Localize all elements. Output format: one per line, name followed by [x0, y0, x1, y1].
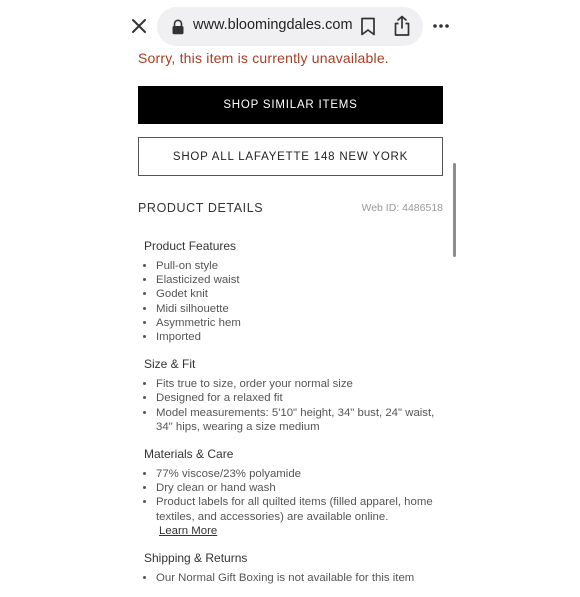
- lock-icon: [171, 19, 185, 35]
- section-title: Materials & Care: [144, 447, 234, 462]
- size-fit-list: [144, 377, 444, 434]
- unavailable-notice: Sorry, this item is currently unavailable.: [138, 50, 389, 66]
- bookmark-icon[interactable]: [360, 17, 376, 36]
- share-icon[interactable]: [393, 15, 411, 37]
- list-item: • 77% viscose/23% polyamide: [156, 467, 444, 481]
- scrollbar[interactable]: [453, 163, 456, 257]
- list-item: • Asymmetric hem: [156, 316, 444, 330]
- list-item: [156, 495, 444, 538]
- materials-list: [144, 467, 444, 538]
- list-item: • Fits true to size, order your normal size: [156, 377, 444, 391]
- list-item: • Pull-on style: [156, 259, 444, 273]
- shipping-list: [144, 571, 444, 585]
- web-id: [361, 202, 443, 214]
- section-title: Product Features: [144, 239, 237, 253]
- shop-similar-items-button[interactable]: SHOP SIMILAR ITEMS: [138, 86, 443, 124]
- more-options-icon[interactable]: [432, 18, 450, 34]
- list-item: • Dry clean or hand wash: [156, 481, 444, 495]
- list-item: • Midi silhouette: [156, 302, 444, 316]
- web-id-text: Web ID: 4486518: [361, 202, 443, 214]
- list-item: • Imported: [156, 330, 444, 344]
- url-text: www.bloomingdales.com: [193, 17, 353, 33]
- list-item: • Model measurements: 5'10" height, 34" bust, 24" waist, 34" hips, wearing a size medium: [156, 406, 444, 434]
- shop-all-brand-button[interactable]: SHOP ALL LAFAYETTE 148 NEW YORK: [138, 137, 443, 176]
- learn-more-link[interactable]: Learn More: [159, 524, 218, 537]
- list-item: • Godet knit: [156, 287, 444, 301]
- product-details-heading: PRODUCT DETAILS: [138, 201, 264, 215]
- section-title: Size & Fit: [144, 357, 196, 372]
- browser-toolbar: [0, 0, 580, 52]
- list-item: • Elasticized waist: [156, 273, 444, 287]
- list-item: • Designed for a relaxed fit: [156, 391, 444, 405]
- address-bar[interactable]: [157, 7, 423, 46]
- close-icon[interactable]: [128, 15, 150, 37]
- section-title: Shipping & Returns: [144, 551, 248, 566]
- list-item-text: Product labels for all quilted items (filled apparel, home textiles, and accessories) are available online.: [156, 496, 433, 523]
- section-materials-care: [144, 446, 444, 538]
- section-product-features: [144, 238, 444, 344]
- list-item: • Our Normal Gift Boxing is not available for this item: [156, 571, 444, 585]
- feature-list: [144, 259, 444, 344]
- section-size-fit: [144, 356, 444, 434]
- product-details-content: [144, 238, 444, 597]
